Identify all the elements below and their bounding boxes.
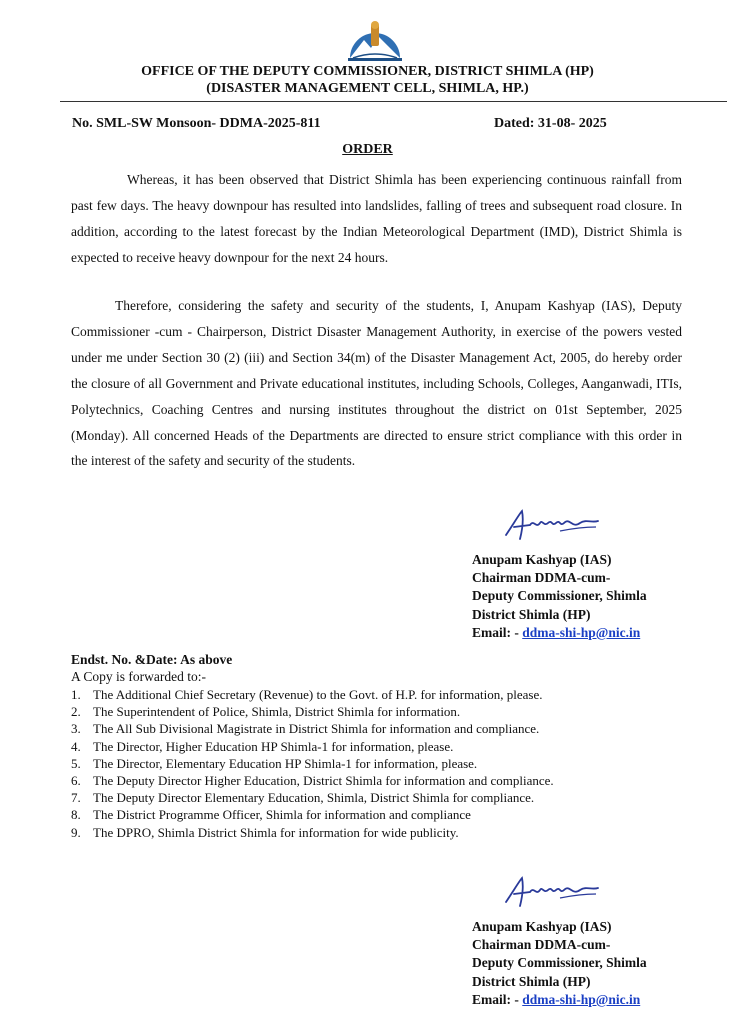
order-paragraph-1: Whereas, it has been observed that District Shimla has been experiencing continuous rainfall from past few days. The heavy downpour has resulted into landslides, falling of trees and subsequent road closure. In addition, according to the latest forecast by the Indian Meteorological Department (IMD), District Shimla is expected to receive heavy downpour for the next 24 hours. <box>71 172 682 265</box>
header-divider <box>60 101 727 102</box>
signatory-name: Anupam Kashyap (IAS) <box>472 552 612 567</box>
list-item: 7. The Deputy Director Elementary Education, Shimla, District Shimla for compliance. <box>71 790 535 806</box>
signatory-title: Chairman DDMA-cum- <box>472 937 611 953</box>
list-item: 1. The Additional Chief Secretary (Revenue) to the Govt. of H.P. for information, please. <box>71 687 543 702</box>
signatory-district: District Shimla (HP) <box>472 973 591 989</box>
list-item: 4. The Director, Higher Education HP Shimla-1 for information, please. <box>71 738 454 754</box>
order-date: Dated: 31-08- 2025 <box>494 116 607 131</box>
signatory-title: Chairman DDMA-cum- <box>472 570 611 586</box>
list-item: 3. The All Sub Divisional Magistrate in District Shimla for information and compliance. <box>71 721 540 737</box>
email-line: Email: - ddma-shi-hp@nic.in <box>472 991 641 1007</box>
handwritten-signature <box>500 872 605 912</box>
copy-forwarded-intro: A Copy is forwarded to:- <box>71 669 206 684</box>
office-subheading: (DISASTER MANAGEMENT CELL, SHIMLA, HP.) <box>206 81 529 96</box>
email-line: Email: - ddma-shi-hp@nic.in <box>472 624 641 640</box>
signatory-district: District Shimla (HP) <box>472 606 591 622</box>
email-link[interactable]: ddma-shi-hp@nic.in <box>522 624 641 640</box>
signatory-title: Deputy Commissioner, Shimla <box>472 588 647 604</box>
distribution-list <box>71 686 554 841</box>
document-title: ORDER <box>342 142 393 157</box>
list-item: 6. The Deputy Director Higher Education, District Shimla for information and compliance. <box>71 773 554 789</box>
signature-block <box>472 918 647 1009</box>
list-item: 2. The Superintendent of Police, Shimla, District Shimla for information. <box>71 704 461 720</box>
email-link[interactable]: ddma-shi-hp@nic.in <box>522 991 641 1007</box>
list-item: 9. The DPRO, Shimla District Shimla for information for wide publicity. <box>71 824 459 840</box>
signatory-title: Deputy Commissioner, Shimla <box>472 955 647 971</box>
signatory-name: Anupam Kashyap (IAS) <box>472 919 612 934</box>
reference-number: No. SML-SW Monsoon- DDMA-2025-811 <box>72 116 321 131</box>
endorsement-heading: Endst. No. &Date: As above <box>71 652 233 667</box>
office-heading: OFFICE OF THE DEPUTY COMMISSIONER, DISTRICT SHIMLA (HP) <box>141 64 594 79</box>
signature-block <box>472 551 647 642</box>
order-paragraph-2: Therefore, considering the safety and security of the students, I, Anupam Kashyap (IAS), Deputy Commissioner -cum - Chairperson, District Disaster Management Authority, in exercise of the powers vested under me under Section 30 (2) (iii) and Section 34(m) of the Disaster Management Act, 2005, do hereby order the closure of all Government and Private educational institutes, including Schools, Colleges, Aanganwadi, ITIs, Polytechnics, Coaching Centres and nursing institutes throughout the district on 01st September, 2025 (Monday). All concerned Heads of the Departments are directed to ensure strict compliance with this order in the interest of the safety and security of the students. <box>71 298 682 469</box>
list-item: 8. The District Programme Officer, Shimla for information and compliance <box>71 807 471 823</box>
list-item: 5. The Director, Elementary Education HP Shimla-1 for information, please. <box>71 755 478 771</box>
handwritten-signature <box>500 505 605 545</box>
state-emblem-icon <box>344 18 406 64</box>
